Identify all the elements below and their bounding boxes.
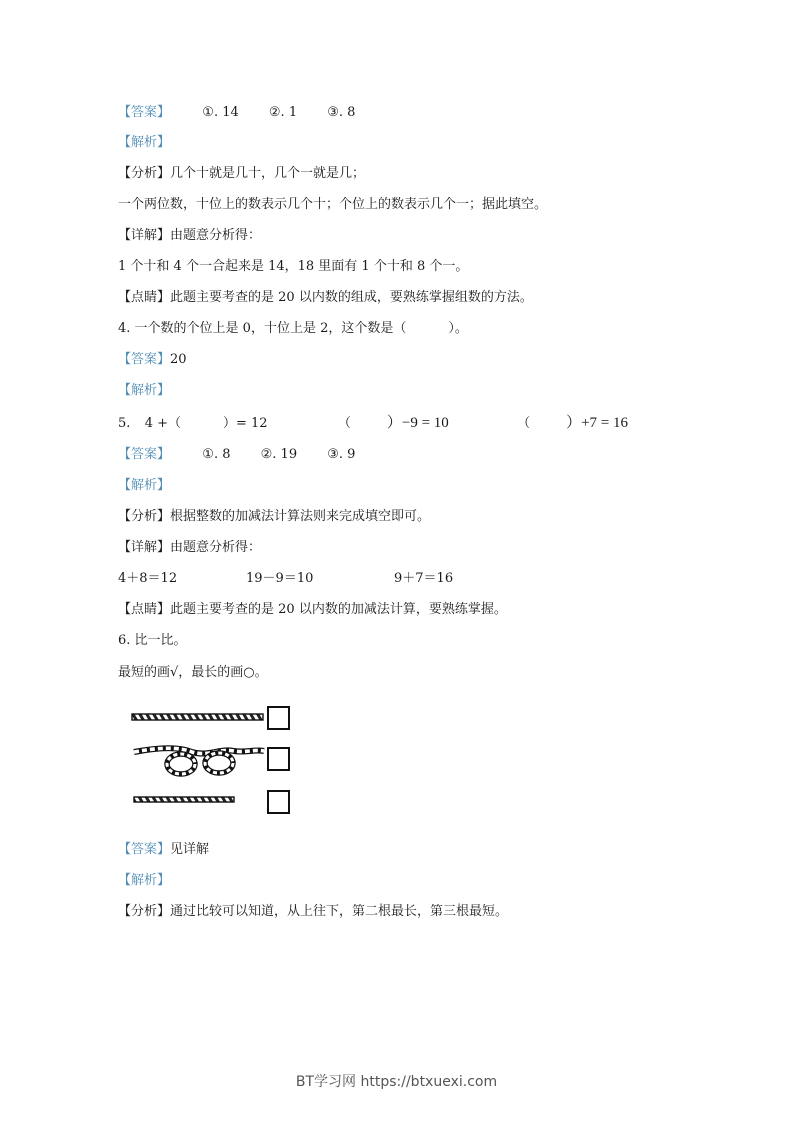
q5-eq1-b: ）= 12 [222, 416, 268, 431]
answer-item: ①. 8 [202, 447, 231, 462]
rope-2-looped [134, 748, 264, 774]
dianjing-label: 【点睛】 [118, 602, 171, 617]
answer-label: 【答案】 [118, 842, 171, 857]
answer-item: ③. 9 [327, 447, 356, 462]
q3-xiangjie-text2: 1 个十和 4 个一合起来是 14，18 里面有 1 个十和 8 个一。 [118, 259, 469, 274]
q5-fenxi-line [118, 508, 430, 526]
q5-eq1-a: 4 +（ [144, 416, 181, 431]
result-item: 4＋8＝12 [118, 571, 178, 586]
dianjing-text: 此题主要考查的是 20 以内数的组成，要熟练掌握组数的方法。 [170, 290, 533, 305]
answer-item: ①. 14 [202, 105, 239, 120]
q5-eq3-a: （ [517, 416, 531, 431]
q6-fenxi-line [118, 903, 508, 921]
analysis-label: 【解析】 [118, 478, 171, 493]
q3-dianjing-line [118, 289, 533, 307]
q5-question [118, 414, 628, 433]
result-item: 19－9＝10 [246, 571, 314, 586]
q3-xiangjie-line [118, 227, 261, 245]
answer-item: ③. 8 [327, 105, 356, 120]
q5-eq3-b: ）+7 = 16 [566, 415, 628, 431]
q5-results-line [118, 570, 453, 588]
q5-answer-line [118, 446, 381, 464]
fenxi-label: 【分析】 [118, 166, 171, 181]
dianjing-label: 【点睛】 [118, 290, 171, 305]
q5-eq2-b: ）−9 = 10 [386, 415, 449, 431]
xiangjie-text: 由题意分析得： [170, 228, 262, 243]
q5-eq2-a: （ [337, 416, 351, 431]
q6-question: 6. 比一比。 [118, 633, 187, 648]
q3-fenxi-text2: 一个两位数，十位上的数表示几个十；个位上的数表示几个一；据此填空。 [118, 197, 548, 212]
q4-answer-line [118, 351, 187, 369]
answer-box-rope-2[interactable] [267, 747, 290, 771]
q6-answer-line [118, 841, 209, 859]
dianjing-text: 此题主要考查的是 20 以内数的加减法计算，要熟练掌握。 [170, 602, 507, 617]
fenxi-text: 通过比较可以知道，从上往下，第二根最长，第三根最短。 [170, 904, 509, 919]
q5-number: 5. [118, 416, 131, 431]
result-item: 9＋7＝16 [394, 571, 454, 586]
analysis-label: 【解析】 [118, 383, 171, 398]
rope-3-straight [134, 797, 234, 802]
q4-question [118, 320, 468, 338]
analysis-label: 【解析】 [118, 135, 171, 150]
answer-label: 【答案】 [118, 352, 171, 367]
answer-value: 见详解 [170, 842, 210, 857]
answer-box-rope-1[interactable] [267, 706, 290, 730]
xiangjie-text: 由题意分析得： [170, 540, 262, 555]
answer-label: 【答案】 [118, 447, 171, 462]
q3-fenxi-line [118, 165, 365, 183]
q5-xiangjie-line [118, 539, 261, 557]
answer-item: ②. 1 [268, 105, 298, 120]
answer-label: 【答案】 [118, 105, 171, 120]
fenxi-label: 【分析】 [118, 509, 171, 524]
q5-dianjing-line [118, 601, 507, 619]
answer-value: 20 [170, 352, 187, 367]
answer-box-rope-3[interactable] [267, 790, 290, 814]
footer-watermark: BT学习网 https://btxuexi.com [295, 1074, 498, 1090]
fenxi-label: 【分析】 [118, 904, 171, 919]
rope-1-straight [132, 714, 263, 720]
fenxi-text: 几个十就是几十，几个一就是几； [170, 166, 366, 181]
analysis-label: 【解析】 [118, 873, 171, 888]
xiangjie-label: 【详解】 [118, 540, 171, 555]
xiangjie-label: 【详解】 [118, 228, 171, 243]
q4-question-prefix: 4. 一个数的个位上是 0，十位上是 2，这个数是（ [118, 321, 407, 336]
fenxi-text: 根据整数的加减法计算法则来完成填空即可。 [170, 509, 431, 524]
q6-instruction: 最短的画√，最长的画○。 [118, 665, 268, 680]
q3-answer-line [118, 104, 381, 122]
answer-item: ②. 19 [260, 447, 298, 462]
q4-question-suffix: ）。 [448, 321, 468, 336]
